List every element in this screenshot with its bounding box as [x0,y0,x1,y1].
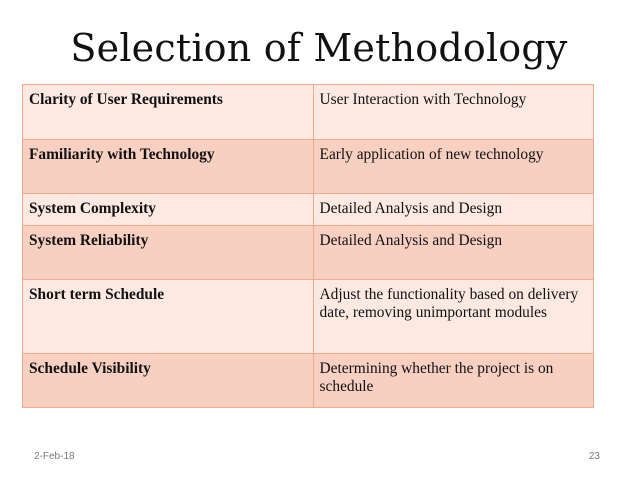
criterion-cell: Short term Schedule [23,280,314,354]
approach-cell: Early application of new technology [313,140,593,194]
approach-cell: Adjust the functionality based on delivery date, removing unimportant modules [313,280,593,354]
criterion-cell: Familiarity with Technology [23,140,314,194]
approach-cell: Determining whether the project is on schedule [313,354,593,408]
approach-cell: Detailed Analysis and Design [313,226,593,280]
table-row [23,140,594,194]
slide-title: Selection of Methodology [70,26,568,70]
footer-page-number: 23 [588,451,600,462]
table-row [23,85,594,140]
table-row [23,194,594,226]
criterion-cell: Schedule Visibility [23,354,314,408]
approach-cell: User Interaction with Technology [313,85,593,140]
footer-date: 2-Feb-18 [34,451,75,462]
table-row [23,354,594,408]
table-row [23,226,594,280]
criterion-cell: Clarity of User Requirements [23,85,314,140]
approach-cell: Detailed Analysis and Design [313,194,593,226]
criterion-cell: System Complexity [23,194,314,226]
methodology-table [22,84,594,408]
criterion-cell: System Reliability [23,226,314,280]
table-row [23,280,594,354]
